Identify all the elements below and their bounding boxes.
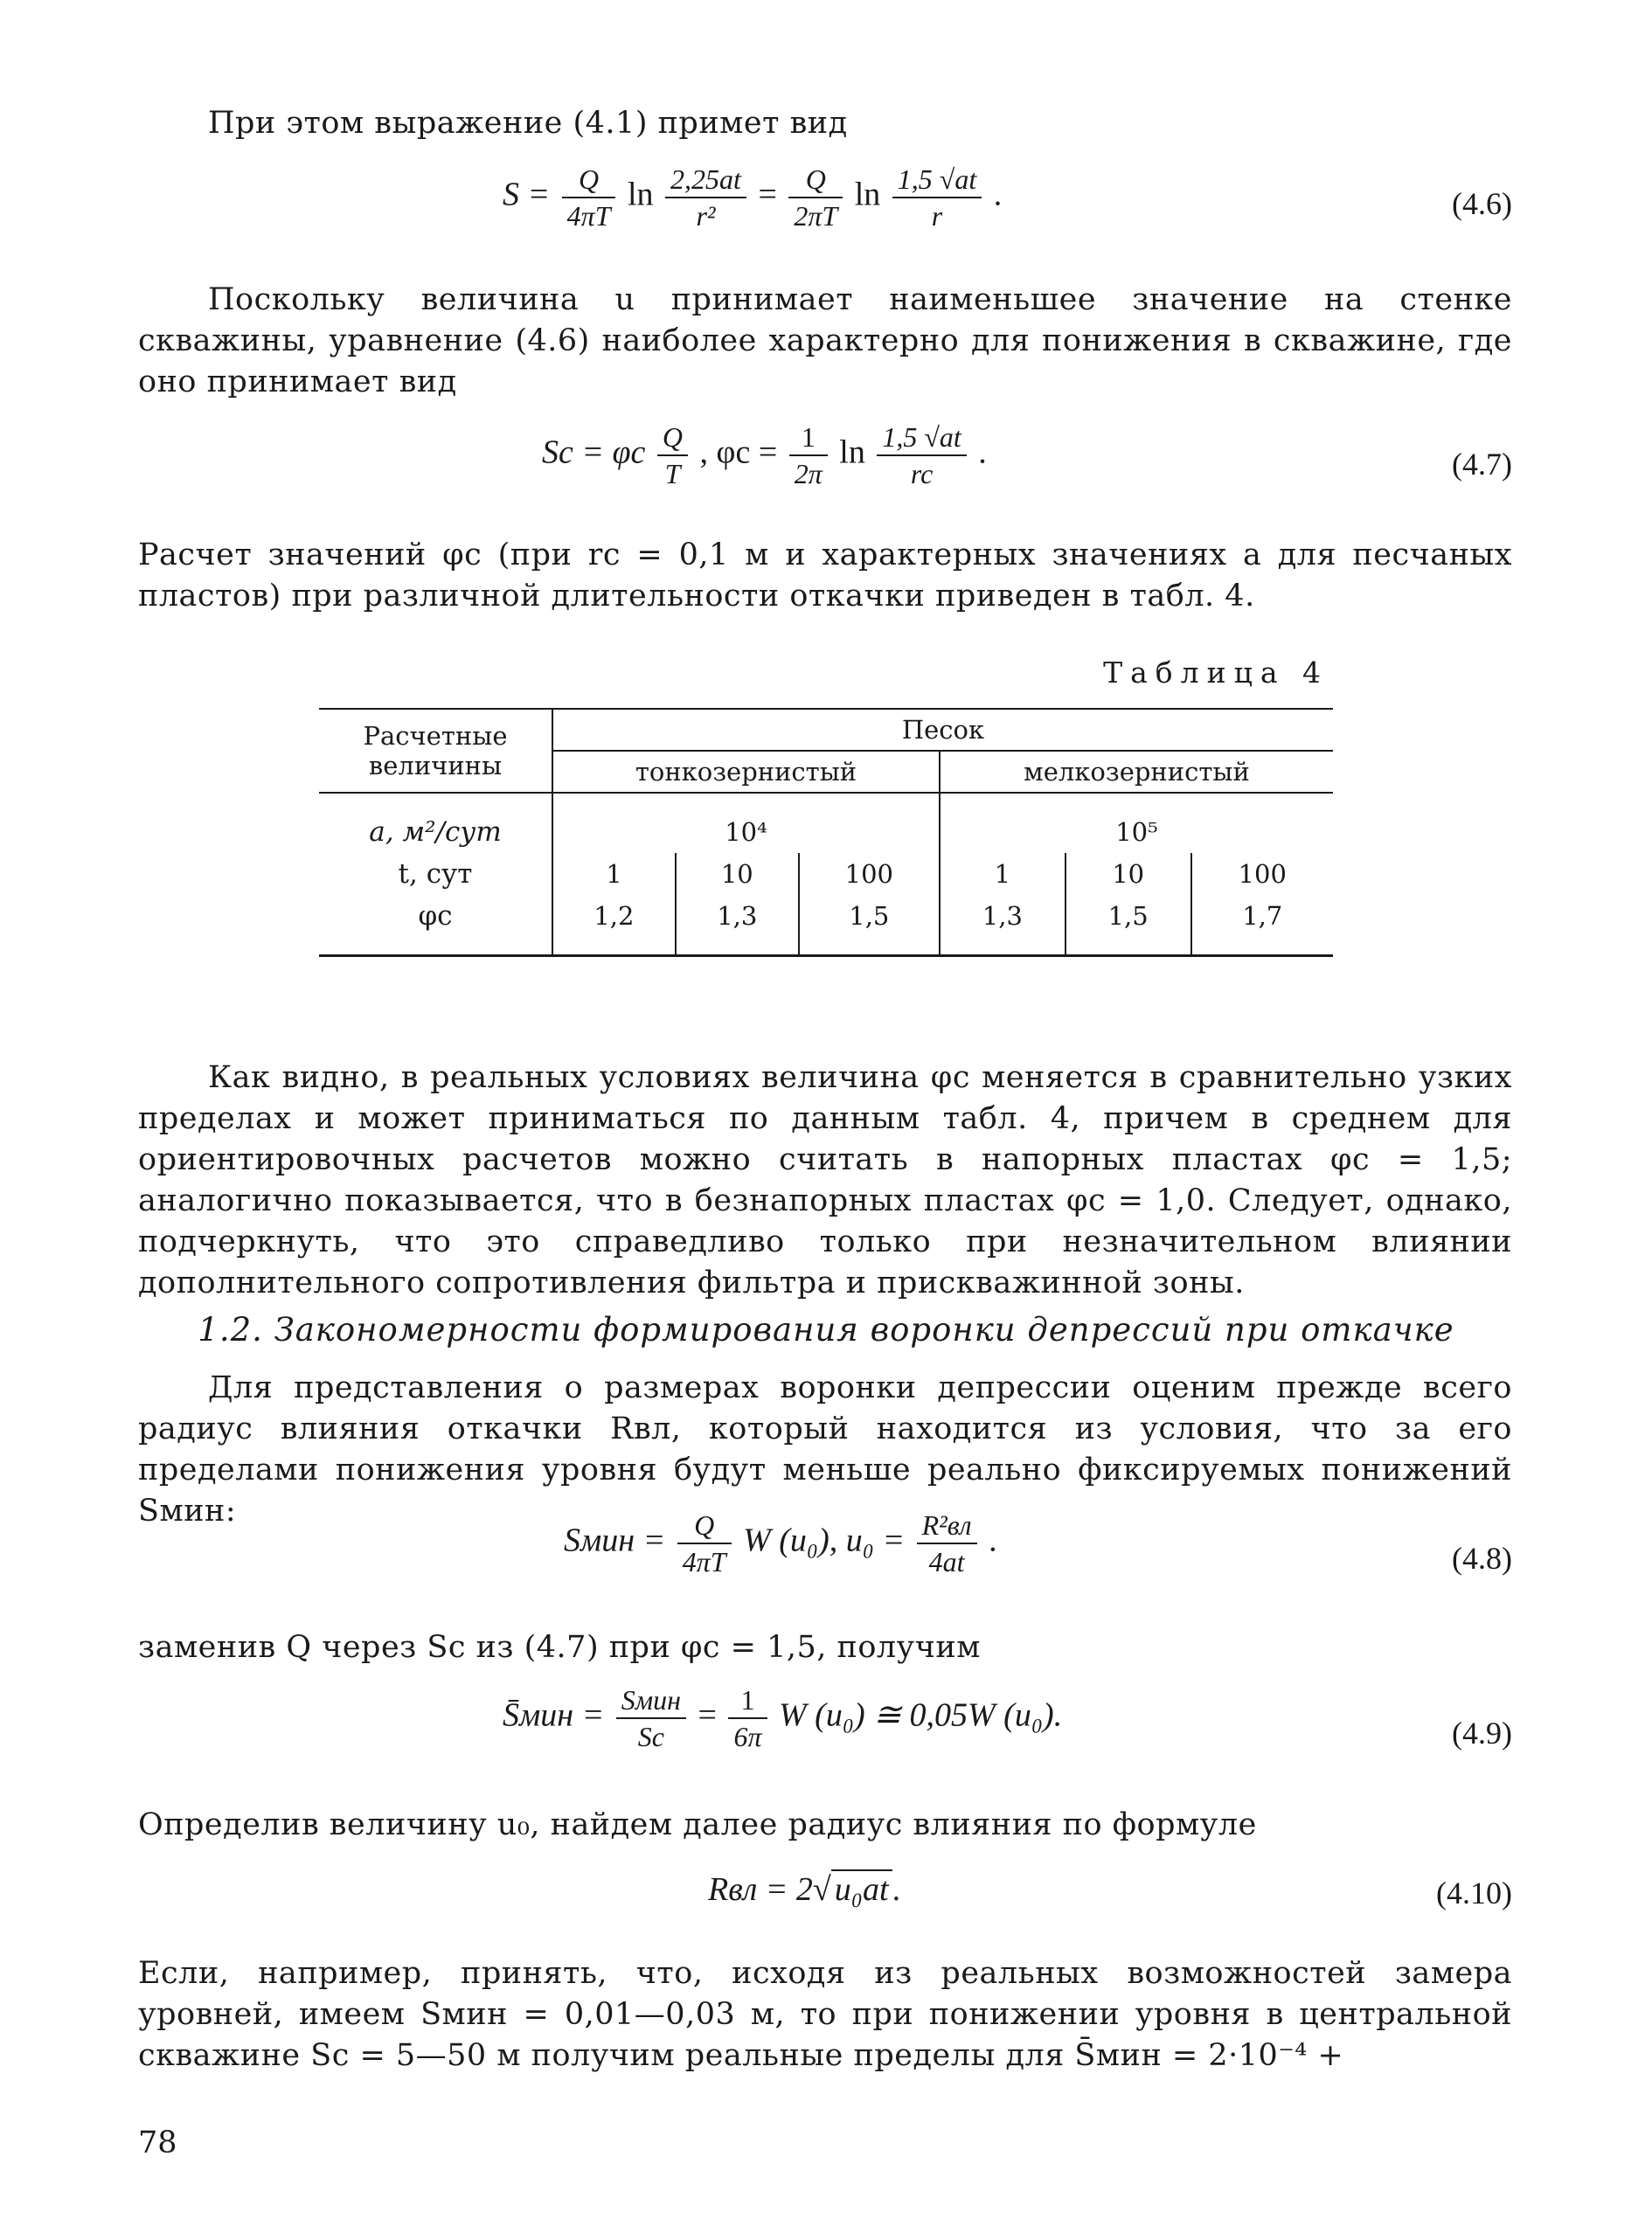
eq49-eq: = [698, 1696, 717, 1734]
eq47-f2-num: 1 [789, 420, 828, 456]
eq46-lhs: S = [503, 176, 551, 213]
eq46-eq: = [758, 176, 777, 213]
eq49-lhs: S̄мин = [503, 1696, 605, 1734]
cell-phi-1: 1,2 [552, 895, 676, 956]
eq46-f4-num: 1,5 √at [892, 162, 982, 198]
row-label-t: t, сут [398, 858, 473, 890]
paragraph-intro: При этом выражение (4.1) примет вид [208, 106, 848, 141]
table-header-left: Расчетные величины [319, 709, 552, 793]
eq46-number: (4.6) [1452, 186, 1512, 221]
eq46-tail: . [993, 176, 1003, 213]
eq48-f1-num: Q [677, 1508, 732, 1544]
eq410-lhs: Rвл = 2 [708, 1871, 813, 1908]
row-label-a: a, м²/сут [369, 816, 502, 848]
paragraph-opredeliv: Определив величину u₀, найдем далее радиус влияния по формуле [138, 1807, 1257, 1842]
eq410-number: (4.10) [1436, 1876, 1512, 1910]
table-header-small: мелкозернистый [940, 751, 1333, 793]
equation-4-7 [542, 420, 987, 491]
section-heading: 1.2. Закономерности формирования воронки депрессий при откачке [198, 1311, 1454, 1349]
paragraph-kak-vidno: Как видно, в реальных условиях величина φc меняется в сравнительно узких пределах и может приниматься по данным табл. 4, причем в среднем для ориентировочных расчетов можно считать в напорных пластах φc = 1,5; аналогично показывается, что в безнапорных пластах φc = 1,0. Следует, однако, подчеркнуть, что это справедливо только при незначительном влиянии дополнительного сопротивления фильтра и прискважинной зоны. [138, 1060, 1512, 1300]
cell-t-1: 1 [552, 853, 676, 895]
eq48-tail: . [989, 1522, 997, 1559]
cell-t-6: 100 [1191, 853, 1333, 895]
eq49-f1-den: Sc [637, 1721, 664, 1752]
equation-4-9 [503, 1682, 1062, 1754]
eq48-number: (4.8) [1452, 1541, 1512, 1576]
eq46-f3-num: Q [788, 162, 843, 198]
page-number: 78 [138, 2125, 177, 2160]
eq46-f2-num: 2,25at [665, 162, 746, 198]
eq47-mid: , φc = [699, 433, 778, 471]
eq46-f1-num: Q [562, 162, 616, 198]
cell-phi-5: 1,5 [1065, 895, 1191, 956]
eq46-f2-den: r² [696, 200, 716, 232]
eq47-number: (4.7) [1452, 447, 1512, 482]
eq410-tail: . [892, 1871, 901, 1908]
eq46-f3-den: 2πT [794, 200, 838, 232]
eq49-f2-den: 6π [733, 1721, 762, 1752]
cell-a-small: 10⁵ [940, 793, 1333, 853]
eq47-f3-num: 1,5 √at [877, 420, 966, 456]
eq47-f1-num: Q [657, 420, 688, 456]
eq47-f3-den: rc [910, 458, 934, 489]
eq47-f2-den: 2π [794, 458, 823, 489]
table-header-sand: Песок [552, 709, 1333, 751]
eq46-ln2: ln [854, 176, 881, 213]
equation-4-6 [503, 162, 1002, 233]
table-caption: Таблица 4 [1103, 655, 1329, 690]
cell-phi-2: 1,3 [676, 895, 799, 956]
eq47-tail: . [978, 433, 987, 471]
cell-t-2: 10 [676, 853, 799, 895]
cell-t-5: 10 [1065, 853, 1191, 895]
cell-phi-6: 1,7 [1191, 895, 1333, 956]
table-4 [319, 708, 1333, 957]
paragraph-dlya-predstavleniya: Для представления о размерах воронки депрессии оценим прежде всего радиус влияния откачки Rвл, который находится из условия, что за его пределами понижения уровня будут меньше реально фиксируемых понижений Sмин: [138, 1370, 1512, 1529]
eq47-lhs: Sc = φc [542, 433, 646, 471]
eq48-lhs: Sмин = [564, 1522, 666, 1559]
eq49-f2-num: 1 [728, 1682, 767, 1719]
eq47-f1-den: T [664, 458, 681, 489]
paragraph-esli: Если, например, принять, что, исходя из реальных возможностей замера уровней, имеем Sмин = 0,01—0,03 м, то при понижении уровня в центральной скважине Sc = 5—50 м получим реальные пределы для S̄мин = 2·10⁻⁴ + [138, 1956, 1512, 2073]
eq46-ln1: ln [627, 176, 654, 213]
table-header-fine: тонкозернистый [552, 751, 940, 793]
equation-4-8 [564, 1508, 997, 1579]
eq48-f2-num: R²вл [917, 1508, 977, 1544]
row-label-phi: φc [418, 900, 453, 932]
eq47-ln: ln [839, 433, 865, 471]
sqrt-sign-icon: √ [812, 1871, 831, 1908]
eq48-f2-den: 4at [928, 1546, 965, 1578]
cell-phi-3: 1,5 [799, 895, 940, 956]
cell-a-fine: 10⁴ [552, 793, 940, 853]
cell-t-4: 1 [940, 853, 1065, 895]
eq410-root: u₀at [831, 1869, 892, 1908]
cell-phi-4: 1,3 [940, 895, 1065, 956]
eq46-f1-den: 4πT [566, 200, 611, 232]
eq48-mid: W (u₀), u₀ = [743, 1522, 906, 1559]
paragraph-zameniv: заменив Q через Sc из (4.7) при φc = 1,5, получим [138, 1630, 981, 1665]
paragraph-velichina: Поскольку величина u принимает наименьшее значение на стенке скважины, уравнение (4.6) наиболее характерно для понижения в скважине, где оно принимает вид [138, 282, 1512, 399]
eq48-f1-den: 4πT [682, 1546, 726, 1578]
paragraph-raschet: Расчет значений φc (при rc = 0,1 м и характерных значениях a для песчаных пластов) при различной длительности откачки приведен в табл. 4. [138, 537, 1512, 614]
equation-4-10 [708, 1870, 900, 1909]
cell-t-3: 100 [799, 853, 940, 895]
eq49-number: (4.9) [1452, 1716, 1512, 1751]
eq46-f4-den: r [931, 200, 943, 232]
eq49-f1-num: Sмин [616, 1682, 686, 1719]
eq49-tail: W (u₀) ≅ 0,05W (u₀). [779, 1696, 1063, 1734]
